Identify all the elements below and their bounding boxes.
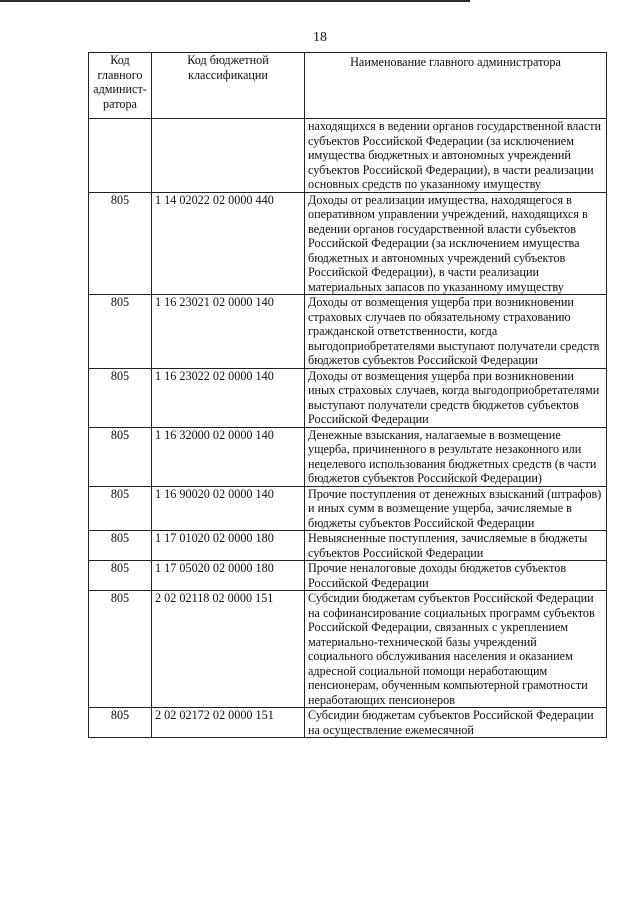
scan-edge-line [0,0,470,2]
budget-code-cell: 1 16 90020 02 0000 140 [152,486,305,531]
admin-name-cell: Субсидии бюджетам субъектов Российской Федерации на софинансирование социальных программ субъектов Российской Федерации, связанных с укреплением материально-технической базы учреждений социального обслуживания населения и оказанием адресной социальной помощи неработающим пенсионерам, обученным компьютерной грамотности неработающих пенсионеров [305,591,607,708]
budget-table [88,52,607,738]
admin-name-cell: Субсидии бюджетам субъектов Российской Федерации на осуществление ежемесячной [305,708,607,738]
admin-code-cell: 805 [89,561,152,591]
admin-name-cell: Доходы от возмещения ущерба при возникновении страховых случаев по обязательному страхованию гражданской ответственности, когда выгодоприобретателями выступают получатели средств бюджетов субъектов Российской Федерации [305,295,607,369]
page-number: 18 [313,30,327,45]
admin-code-cell: 805 [89,295,152,369]
table-row [89,119,607,193]
budget-code-cell: 1 16 23022 02 0000 140 [152,368,305,427]
table-row [89,295,607,369]
budget-code-cell: 2 02 02172 02 0000 151 [152,708,305,738]
admin-code-cell: 805 [89,368,152,427]
budget-code-cell: 1 14 02022 02 0000 440 [152,192,305,295]
table-body [89,119,607,738]
table-row [89,531,607,561]
table-row [89,368,607,427]
admin-code-cell: 805 [89,486,152,531]
admin-code-cell: 805 [89,531,152,561]
header-budget-code: Код бюджетной классификации [152,53,305,119]
admin-name-cell: находящихся в ведении органов государственной власти субъектов Российской Федерации (за исключением имущества бюджетных и автономных учреждений субъектов Российской Федерации), в части реализации основных средств по указанному имуществу [305,119,607,193]
table-row [89,561,607,591]
admin-name-cell: Доходы от реализации имущества, находящегося в оперативном управлении учреждений, находящихся в ведении органов государственной власти субъектов Российской Федерации (за исключением имущества бюджетных и автономных учреждений субъектов Российской Федерации), в части реализации материальных запасов по указанному имуществу [305,192,607,295]
admin-code-cell: 805 [89,591,152,708]
admin-code-cell: 805 [89,427,152,486]
admin-name-cell: Прочие неналоговые доходы бюджетов субъектов Российской Федерации [305,561,607,591]
table-row [89,427,607,486]
admin-code-cell: 805 [89,708,152,738]
table-row [89,486,607,531]
admin-code-cell [89,119,152,193]
admin-name-cell: Невыясненные поступления, зачисляемые в бюджеты субъектов Российской Федерации [305,531,607,561]
budget-code-cell: 2 02 02118 02 0000 151 [152,591,305,708]
table-row [89,591,607,708]
admin-name-cell: Денежные взыскания, налагаемые в возмещение ущерба, причиненного в результате незаконного или нецелевого использования бюджетных средств (в части бюджетов субъектов Российской Федерации) [305,427,607,486]
budget-code-cell [152,119,305,193]
budget-code-cell: 1 17 01020 02 0000 180 [152,531,305,561]
admin-code-cell: 805 [89,192,152,295]
header-admin-code: Код главного админист-ратора [89,53,152,119]
table-row [89,192,607,295]
header-admin-name: Наименование главного администратора [305,53,607,119]
budget-code-cell: 1 16 32000 02 0000 140 [152,427,305,486]
table-header-row [89,53,607,119]
admin-name-cell: Доходы от возмещения ущерба при возникновении иных страховых случаев, когда выгодоприобретателями выступают получатели средств бюджетов субъектов Российской Федерации [305,368,607,427]
budget-code-cell: 1 17 05020 02 0000 180 [152,561,305,591]
table-row [89,708,607,738]
admin-name-cell: Прочие поступления от денежных взысканий (штрафов) и иных сумм в возмещение ущерба, зачисляемые в бюджеты субъектов Российской Федерации [305,486,607,531]
budget-code-cell: 1 16 23021 02 0000 140 [152,295,305,369]
